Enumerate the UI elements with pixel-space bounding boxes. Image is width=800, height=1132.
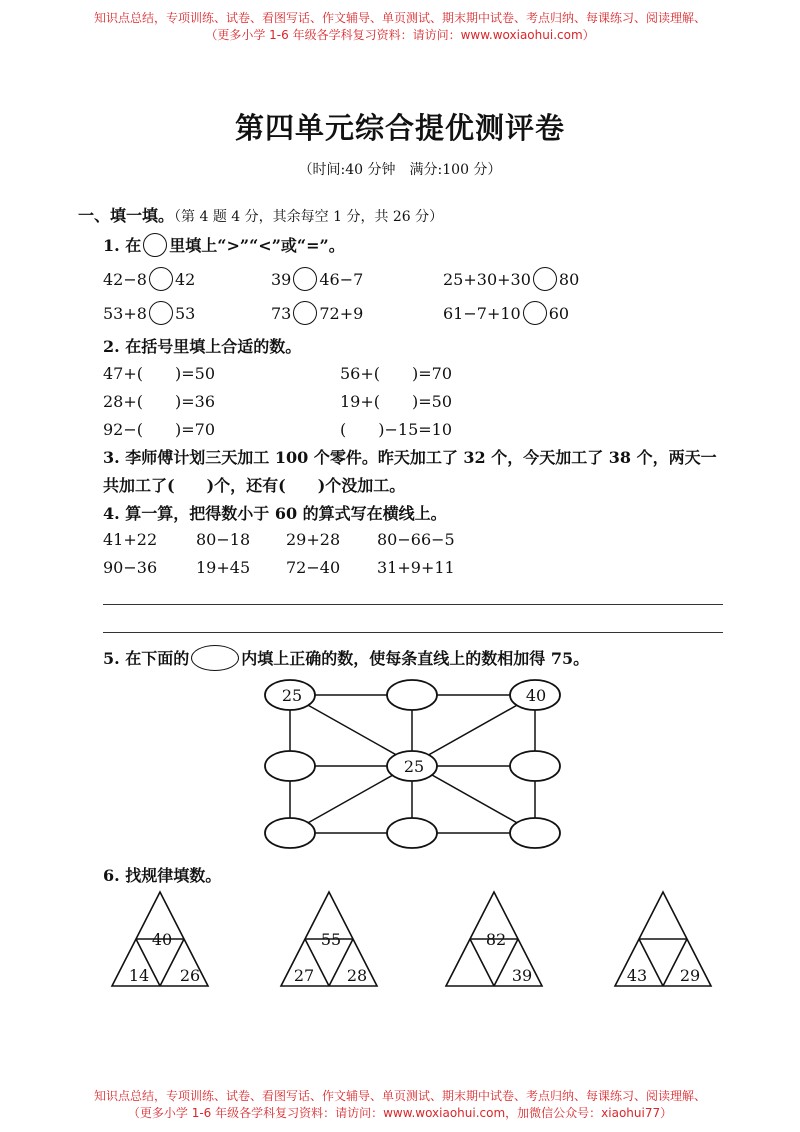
- banner-line-1: 知识点总结，专项训练、试卷、看图写话、作文辅导、单页测试、期末期中试卷、考点归纳、每课练习、阅读理解、: [93, 1089, 706, 1103]
- banner-line-2: （更多小学 1-6 年级各学科复习资料：请访问：www.woxiaohui.com）: [205, 28, 595, 42]
- q2-item[interactable]: 92−( )=70: [103, 420, 216, 439]
- q4-item: 72−40: [286, 558, 341, 577]
- banner-line-1: 知识点总结，专项训练、试卷、看图写话、作文辅导、单页测试、期末期中试卷、考点归纳、每课练习、阅读理解、: [93, 11, 706, 25]
- q4-item: 31+9+11: [377, 558, 455, 577]
- section-note: （第 4 题 4 分，其余每空 1 分，共 26 分）: [174, 209, 444, 225]
- triangle-4-right: 29: [679, 966, 701, 985]
- grid-value-center: 25: [403, 757, 425, 776]
- triangle-2-right: 28: [346, 966, 368, 985]
- q1-item: 61−7+10 60: [443, 304, 569, 325]
- q2-item[interactable]: 19+( )=50: [340, 392, 453, 411]
- page-title: 第四单元综合提优测评卷: [234, 111, 565, 145]
- q3-line-2: 共加工了( )个，还有( )个没加工。: [103, 476, 406, 495]
- grid-oval-middle-left[interactable]: [265, 751, 315, 781]
- triangle-3-top[interactable]: 82: [485, 930, 507, 949]
- q4-item: 29+28: [286, 530, 341, 549]
- q1-item: 53+8 53: [103, 304, 195, 325]
- grid-oval-top-middle[interactable]: [387, 680, 437, 710]
- grid-oval-bottom-middle[interactable]: [387, 818, 437, 848]
- q6-prompt: 6. 找规律填数。: [103, 866, 222, 885]
- q2-item[interactable]: 28+( )=36: [103, 392, 216, 411]
- q1-item: 73 72+9: [271, 304, 363, 325]
- triangle-2-left: 27: [293, 966, 315, 985]
- time-score-info: （时间:40 分钟 满分:100 分）: [298, 162, 502, 178]
- q1-suffix: 里填上“>”“<”或“=”。: [169, 236, 345, 255]
- triangle-4-left: 43: [626, 966, 648, 985]
- q1-item: 42−8 42: [103, 270, 195, 291]
- grid-oval-bottom-right[interactable]: [510, 818, 560, 848]
- q5-prefix: 5. 在下面的: [103, 649, 190, 668]
- q4-item: 80−66−5: [377, 530, 455, 549]
- q1-item: 25+30+30 80: [443, 270, 579, 291]
- q2-item[interactable]: 47+( )=50: [103, 364, 216, 383]
- q4-item: 41+22: [103, 530, 158, 549]
- section-title: 一、填一填。: [78, 206, 175, 225]
- q4-item: 90−36: [103, 558, 158, 577]
- triangle-2-top: 55: [320, 930, 342, 949]
- q1-item: 39 46−7: [271, 270, 363, 291]
- q4-item: 19+45: [196, 558, 251, 577]
- grid-oval-middle-right[interactable]: [510, 751, 560, 781]
- triangle-3-right: 39: [511, 966, 533, 985]
- q2-item[interactable]: 56+( )=70: [340, 364, 453, 383]
- q4-prompt: 4. 算一算，把得数小于 60 的算式写在横线上。: [103, 504, 447, 523]
- grid-oval-bottom-left[interactable]: [265, 818, 315, 848]
- banner-line-2: （更多小学 1-6 年级各学科复习资料：请访问：www.woxiaohui.com，加微信公众号：xiaohui77）: [127, 1106, 673, 1120]
- q1-prefix: 1. 在: [103, 236, 142, 255]
- q3-line-1: 3. 李师傅计划三天加工 100 个零件。昨天加工了 32 个，今天加工了 38 个，两天一: [103, 448, 717, 467]
- grid-value-top-left: 25: [281, 686, 303, 705]
- grid-value-top-right: 40: [525, 686, 547, 705]
- q2-item[interactable]: ( )−15=10: [340, 420, 453, 439]
- q2-prompt: 2. 在括号里填上合适的数。: [103, 337, 302, 356]
- triangle-1-top: 40: [151, 930, 173, 949]
- q5-suffix: 内填上正确的数，使每条直线上的数相加得 75。: [241, 649, 590, 668]
- bottom-banner: [0, 1088, 800, 1122]
- q4-item: 80−18: [196, 530, 251, 549]
- triangle-1-left: 14: [128, 966, 150, 985]
- triangle-1-right: 26: [179, 966, 201, 985]
